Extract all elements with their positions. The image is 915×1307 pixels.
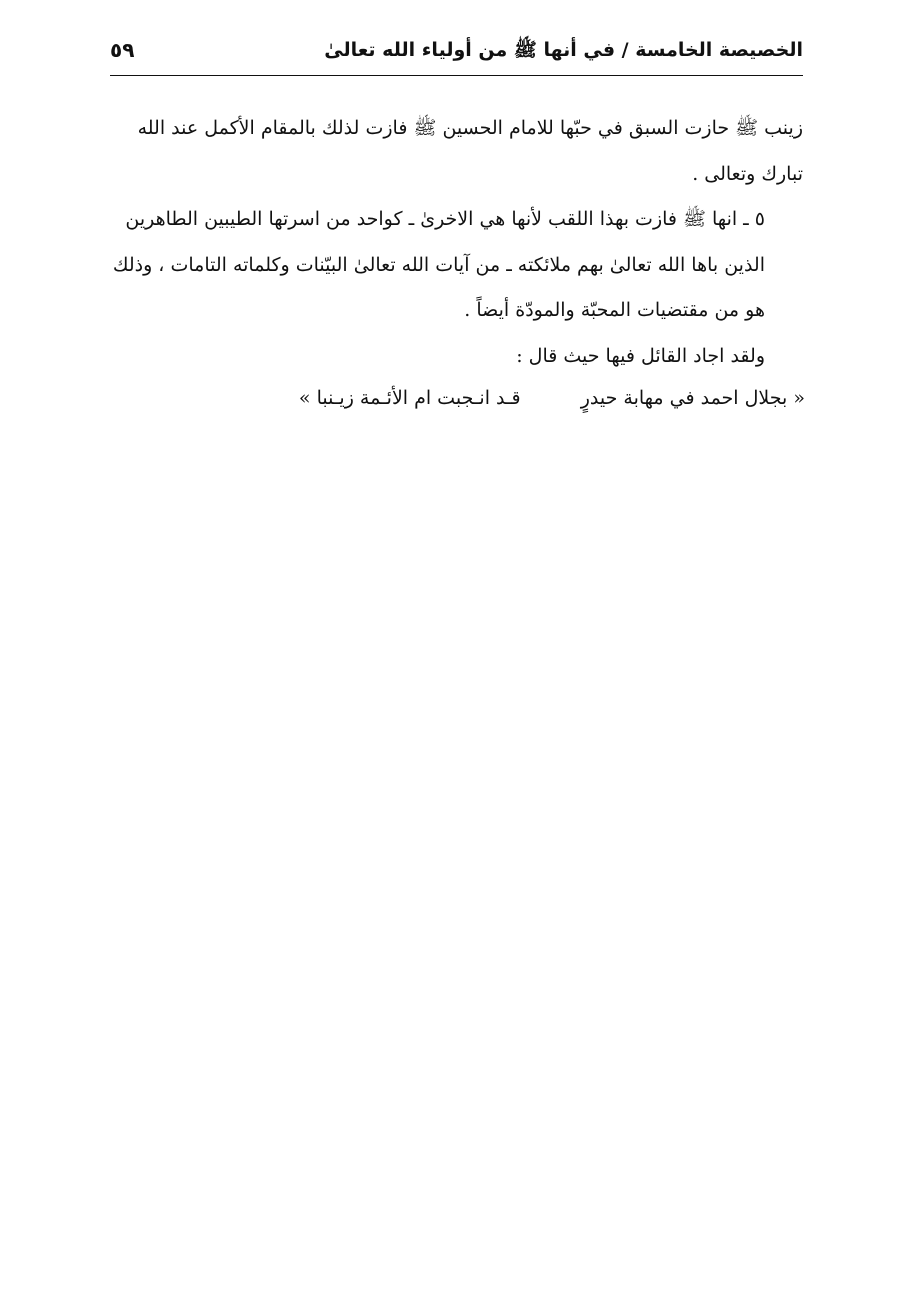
paragraph-3: ولقد اجاد القائل فيها حيث قال : — [516, 344, 765, 367]
paragraph-1: زينب ﷺ حازت السبق في حبّها للامام الحسين ﷺ فازت لذلك بالمقام الأكمل عند الله تبارك وتعالى . — [137, 117, 803, 185]
verse-first-hemistich: بجلال احمد في مهابة حيدرٍ — [580, 387, 788, 409]
body-text — [110, 106, 803, 379]
verse-second-hemistich: قـد انـجبت ام الأئـمة زيـنبا — [316, 387, 521, 409]
page-header — [110, 34, 803, 74]
page-number: ٥٩ — [110, 38, 135, 62]
poem-verse — [299, 387, 805, 409]
verse-open-quote: « — [793, 387, 805, 409]
running-head: الخصيصة الخامسة / في أنها ﷺ من أولياء الله تعالىٰ — [324, 39, 803, 61]
header-rule — [110, 75, 803, 76]
paragraph-2: ٥ ـ انها ﷺ فازت بهذا اللقب لأنها هي الاخرىٰ ـ كواحد من اسرتها الطيبين الطاهرين الذين باها الله تعالىٰ بهم ملائكته ـ من آيات الله تعالىٰ البيّنات وكلماته التامات ، وذلك هو من مقتضيات المحبّة والمودّة أيضاً . — [112, 208, 765, 321]
verse-close-quote: » — [298, 387, 311, 409]
